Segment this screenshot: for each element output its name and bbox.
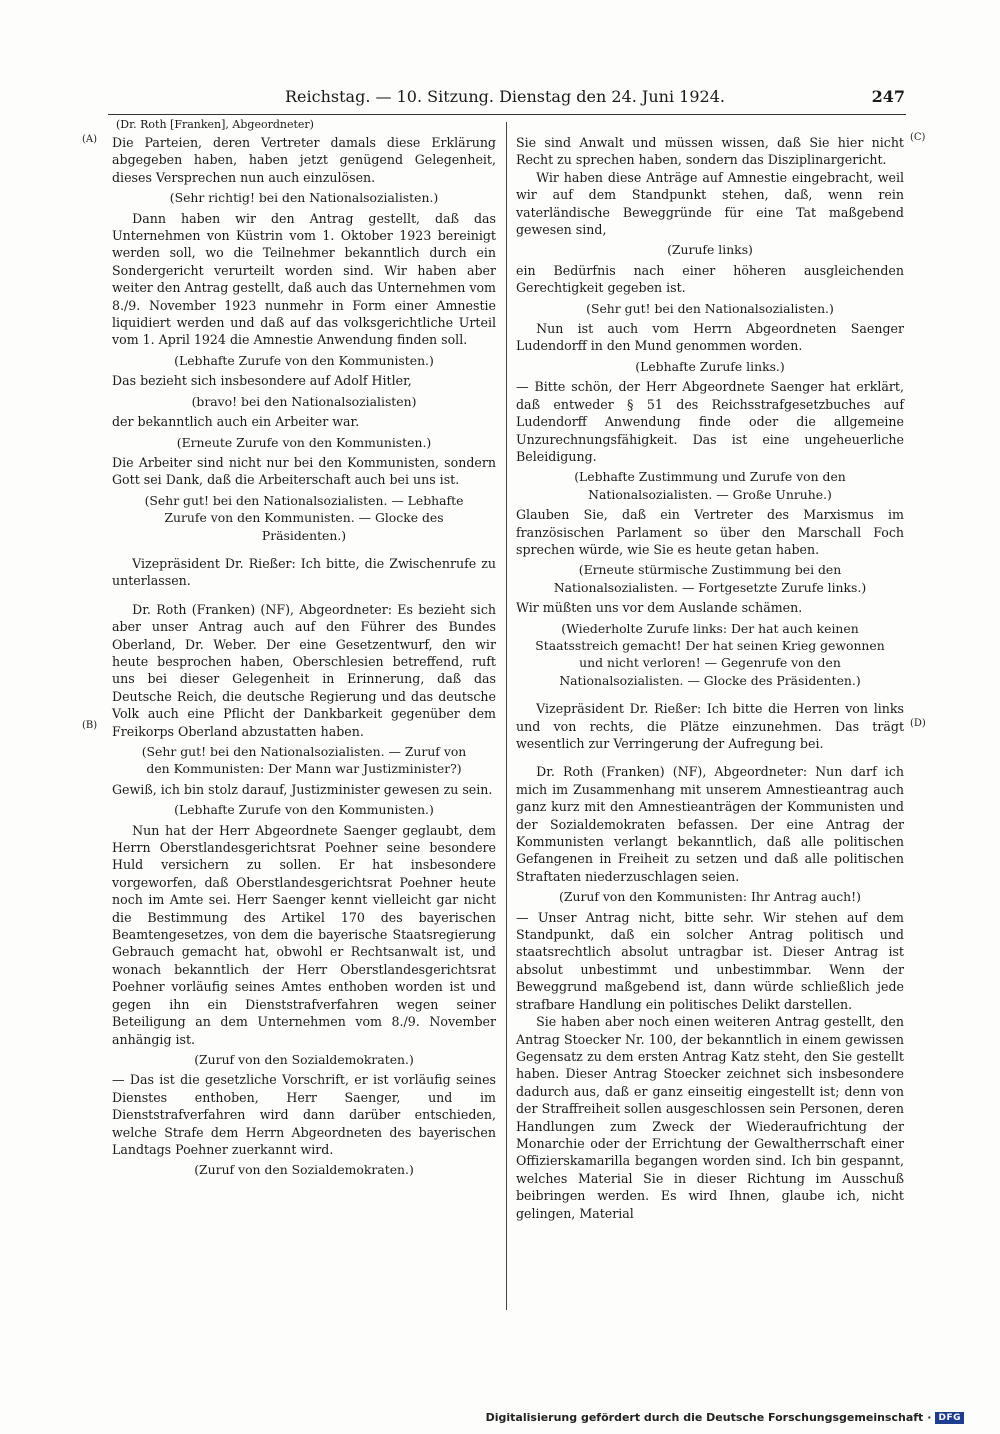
interjection: (Erneute Zurufe von den Kommunisten.) [176, 434, 432, 450]
paragraph: Das bezieht sich insbesondere auf Adolf Hitler, [112, 373, 412, 389]
paragraph: — Das ist die gesetzliche Vorschrift, er ist vorläufig seines Dienstes enthoben, Herr Saenger, und im Dienststrafverfahren wird dann darüber entschieden, welche Strafe dem Herrn Abgeordneten des bayerischen Landtags Poehner zuerkannt wird. [112, 1072, 496, 1157]
margin-mark-d: (D) [910, 718, 926, 729]
right-column [516, 134, 904, 1222]
dfg-logo-icon: DFG [935, 1412, 964, 1424]
credit-text: Digitalisierung gefördert durch die Deutsche Forschungsgemeinschaft [485, 1411, 924, 1424]
interjection: (Zuruf von den Kommunisten: Ihr Antrag auch!) [559, 889, 861, 905]
paragraph: Wir müßten uns vor dem Auslande schämen. [516, 600, 803, 616]
interjection: (Lebhafte Zustimmung und Zurufe von den Nationalsozialisten. — Große Unruhe.) [574, 469, 846, 502]
interjection: (Lebhafte Zurufe von den Kommunisten.) [174, 352, 434, 368]
paragraph: Gewiß, ich bin stolz darauf, Justizminister gewesen zu sein. [112, 781, 493, 797]
speaker-paragraph: Vizepräsident Dr. Rießer: Ich bitte, die Zwischenrufe zu unterlassen. [112, 555, 496, 589]
speaker-paragraph: Vizepräsident Dr. Rießer: Ich bitte die Herren von links und von rechts, die Plätze einzunehmen. Das trägt wesentlich zur Verringerung der Aufregung bei. [516, 701, 904, 751]
margin-mark-c: (C) [910, 132, 926, 143]
paragraph: Wir haben diese Anträge auf Amnestie eingebracht, weil wir auf dem Standpunkt stehen, daß, wenn rein vaterländische Beweggründe für eine Tat maßgebend gewesen sind, [516, 169, 904, 238]
interjection: (bravo! bei den Nationalsozialisten) [191, 393, 417, 409]
paragraph: Sie sind Anwalt und müssen wissen, daß Sie hier nicht Recht zu sprechen haben, sondern das Disziplinargericht. [516, 135, 904, 168]
paragraph: Nun ist auch vom Herrn Abgeordneten Saenger Ludendorff in den Mund genommen worden. [516, 321, 904, 354]
interjection: (Erneute stürmische Zustimmung bei den Nationalsozialisten. — Fortgesetzte Zurufe links.) [553, 562, 867, 595]
paragraph: Die Parteien, deren Vertreter damals diese Erklärung abgegeben haben, haben jetzt genügend Gelegenheit, dieses Versprechen nun auch einzulösen. [112, 135, 496, 185]
interjection: (Wiederholte Zurufe links: Der hat auch keinen Staatsstreich gemacht! Der hat seinen Krieg gewonnen und nicht verloren! — Gegenrufe von den Nationalsozialisten. — Glocke des Präsidenten.) [535, 620, 885, 688]
page-number: 247 [871, 87, 905, 106]
interjection: (Zurufe links) [667, 242, 753, 258]
paragraph: — Bitte schön, der Herr Abgeordnete Saenger hat erklärt, daß entweder § 51 des Reichsstrafgesetzbuches auf Ludendorff Anwendung finde oder die allgemeine Unzurechnungsfähigkeit. Das ist eine ungeheuerliche Beleidigung. [516, 379, 904, 464]
interjection: (Sehr gut! bei den Nationalsozialisten.) [586, 300, 834, 316]
speaker-line: (Dr. Roth [Franken], Abgeordneter) [116, 118, 314, 131]
paragraph: Dann haben wir den Antrag gestellt, daß das Unternehmen von Küstrin vom 1. Oktober 1923 bereinigt werden soll, wo die Teilnehmer bekanntlich durch ein Sondergericht verurteilt worden sind. Wir haben aber weiter den Antrag gestellt, daß auch das Unternehmen vom 8./9. November 1923 nunmehr in Form einer Amnestie liquidiert werden und daß auf das volksgerichtliche Urteil vom 1. April 1924 die Amnestie Anwendung finden soll. [112, 210, 496, 348]
running-head: Reichstag. — 10. Sitzung. Dienstag den 24. Juni 1924. [285, 87, 725, 106]
digitization-credit: Digitalisierung gefördert durch die Deutsche Forschungsgemeinschaft · DFG [486, 1411, 964, 1424]
interjection: (Sehr richtig! bei den Nationalsozialisten.) [169, 190, 439, 206]
margin-mark-a: (A) [82, 134, 98, 145]
paragraph: — Unser Antrag nicht, bitte sehr. Wir stehen auf dem Standpunkt, daß ein solcher Antrag politisch und staatsrechtlich absolut untragbar ist. Dieser Antrag ist absolut unbestimmt und unbestimmbar. Wenn der Beweggrund maßgebend ist, dann würde schließlich jede strafbare Handlung ein politisches Delikt darstellen. [516, 909, 904, 1012]
paragraph: ein Bedürfnis nach einer höheren ausgleichenden Gerechtigkeit gegeben ist. [516, 262, 904, 296]
paragraph: Sie haben aber noch einen weiteren Antrag gestellt, den Antrag Stoecker Nr. 100, der bekanntlich in einem gewissen Gegensatz zu dem ersten Antrag Katz steht, den Sie gestellt haben. Dieser Antrag Stoecker zeichnet sich insbesondere dadurch aus, daß er ganz einseitig eingestellt ist; denn von der Straffreiheit sollen ausgeschlossen sein Personen, deren Handlungen zum Zweck der Wiederaufrichtung der Monarchie oder der Errichtung der Gewaltherrschaft einer Offizierskamarilla begangen worden sind. Ich bin gespannt, welches Material Sie in dieser Richtung im Ausschuß beibringen werden. Es wird Ihnen, glaube ich, nicht gelingen, Material [516, 1014, 904, 1221]
running-header [285, 86, 905, 108]
paragraph: Die Arbeiter sind nicht nur bei den Kommunisten, sondern Gott sei Dank, daß die Arbeiterschaft auch bei uns ist. [112, 454, 496, 488]
margin-mark-b: (B) [82, 720, 98, 731]
paragraph: der bekanntlich auch ein Arbeiter war. [112, 414, 360, 430]
interjection: (Zuruf von den Sozialdemokraten.) [194, 1051, 414, 1067]
paragraph: Glauben Sie, daß ein Vertreter des Marxismus im französischen Parlament so über den Marschall Foch sprechen würde, wie Sie es heute getan haben. [516, 507, 904, 557]
interjection: (Lebhafte Zurufe von den Kommunisten.) [174, 802, 434, 818]
interjection: (Sehr gut! bei den Nationalsozialisten. — Lebhafte Zurufe von den Kommunisten. — Glocke des Präsidenten.) [144, 492, 464, 543]
speaker-paragraph: Dr. Roth (Franken) (NF), Abgeordneter: Es bezieht sich aber unser Antrag auch auf den Führer des Bundes Oberland, Dr. Weber. Der eine Gesetzentwurf, den wir heute besprochen haben, Oberschlesien betreffend, ruft uns bei dieser Gelegenheit in Erinnerung, daß das Deutsche Reich, die deutsche Regierung und das deutsche Volk auch eine Pflicht der Dankbarkeit gegenüber dem Freikorps Oberland abzustatten haben. [112, 601, 496, 739]
paragraph: Nun hat der Herr Abgeordnete Saenger geglaubt, dem Herrn Oberstlandesgerichtsrat Poehner seine besondere Huld versichern zu sollen. Er hat insbesondere vorgeworfen, daß Oberstlandesgerichtsrat Poehner heute noch im Amte sei. Herr Saenger kennt vielleicht gar nicht die Bestimmung des Artikel 170 des bayerischen Beamtengesetzes, von dem die bayerische Staatsregierung Gebrauch gemacht hat, obwohl er Rechtsanwalt ist, und wonach bekanntlich der Herr Oberstlandesgerichtsrat Poehner vorläufig seines Amtes enthoben worden ist und gegen ihn ein Dienststrafverfahren wegen seiner Beteiligung an dem Unternehmen vom 8./9. November anhängig ist. [112, 822, 496, 1047]
left-column [112, 134, 496, 1182]
interjection: (Lebhafte Zurufe links.) [635, 358, 785, 374]
interjection: (Zuruf von den Sozialdemokraten.) [194, 1162, 414, 1178]
column-divider [506, 122, 507, 1310]
header-rule [108, 114, 906, 115]
speaker-paragraph: Dr. Roth (Franken) (NF), Abgeordneter: Nun darf ich mich im Zusammenhang mit unserem Amnestieantrag auch ganz kurz mit den Amnestieanträgen der Kommunisten und der Sozialdemokraten befassen. Der eine Antrag der Kommunisten verlangt bekanntlich, daß alle politischen Gefangenen in Freiheit zu setzen und daß alle politischen Straftaten niederzuschlagen seien. [516, 764, 904, 884]
interjection: (Sehr gut! bei den Nationalsozialisten. — Zuruf von den Kommunisten: Der Mann war Justizminister?) [141, 744, 467, 777]
